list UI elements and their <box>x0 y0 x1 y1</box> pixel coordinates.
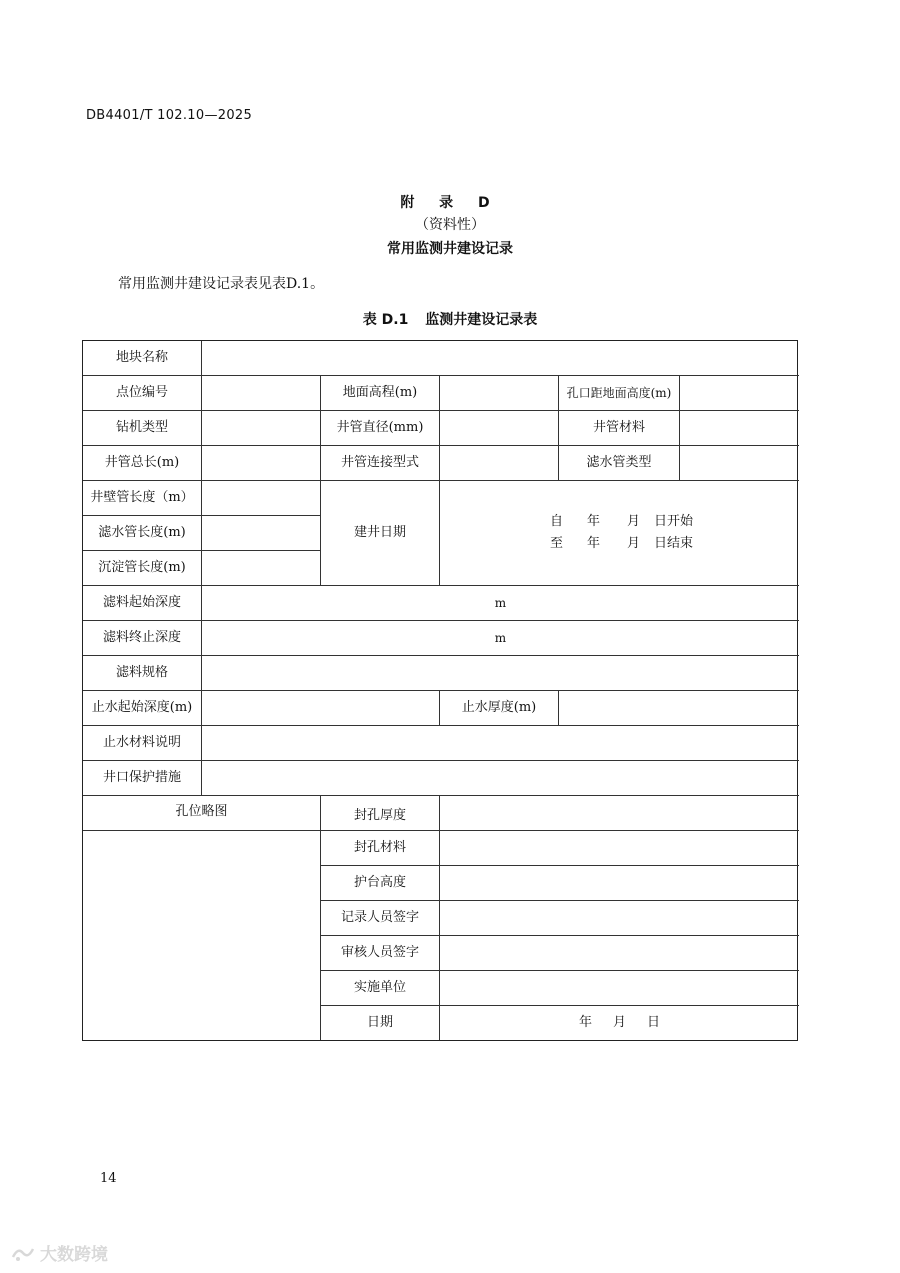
label-filter-pipe-type: 滤水管类型 <box>559 446 680 481</box>
date-from-month: 月 <box>626 514 640 530</box>
field-reviewer-sign[interactable] <box>440 936 799 971</box>
document-code: DB4401/T 102.10—2025 <box>86 108 253 123</box>
date-to-year: 年 <box>586 536 600 551</box>
date-day-label: 日 <box>646 1015 660 1031</box>
watermark-logo-icon <box>10 1243 36 1263</box>
date-end-line <box>543 536 697 552</box>
label-wall-pipe-length: 井壁管长度（m） <box>83 481 202 516</box>
field-filter-pipe-type[interactable] <box>680 446 799 481</box>
label-seal-material-desc: 止水材料说明 <box>83 726 202 761</box>
label-platform-height: 护台高度 <box>321 866 440 901</box>
label-pipe-diameter: 井管直径(mm) <box>321 411 440 446</box>
label-land-name: 地块名称 <box>83 341 202 376</box>
label-filter-start-depth: 滤料起始深度 <box>83 586 202 621</box>
field-wall-pipe-length[interactable] <box>202 481 321 516</box>
label-sediment-pipe-length: 沉淀管长度(m) <box>83 551 202 586</box>
label-recorder-sign: 记录人员签字 <box>321 901 440 936</box>
date-to-month: 月 <box>626 536 640 551</box>
field-seal-start-depth[interactable] <box>202 691 440 726</box>
field-unit[interactable] <box>440 971 799 1006</box>
label-plug-material: 封孔材料 <box>321 831 440 866</box>
field-ground-elevation[interactable] <box>440 376 559 411</box>
label-seal-thickness: 止水厚度(m) <box>440 691 559 726</box>
table-number: 表 D.1 <box>362 312 409 328</box>
label-hole-height: 孔口距地面高度(m) <box>559 376 680 411</box>
field-recorder-sign[interactable] <box>440 901 799 936</box>
label-plug-thickness: 封孔厚度 <box>321 796 440 831</box>
label-pipe-total-length: 井管总长(m) <box>83 446 202 481</box>
field-seal-thickness[interactable] <box>559 691 799 726</box>
date-month-label: 月 <box>612 1015 626 1031</box>
appendix-title: 附 录 D <box>400 195 500 211</box>
field-plug-material[interactable] <box>440 831 799 866</box>
watermark-text: 大数跨境 <box>40 1245 108 1265</box>
appendix-name: 常用监测井建设记录 <box>387 241 513 257</box>
date-year-label: 年 <box>578 1015 592 1031</box>
field-hole-height[interactable] <box>680 376 799 411</box>
label-ground-elevation: 地面高程(m) <box>321 376 440 411</box>
field-date[interactable] <box>440 1006 799 1040</box>
label-seal-start-depth: 止水起始深度(m) <box>83 691 202 726</box>
watermark <box>10 1240 108 1265</box>
field-wellhead-protection[interactable] <box>202 761 799 796</box>
field-pipe-total-length[interactable] <box>202 446 321 481</box>
field-filter-end-depth[interactable]: m <box>202 621 799 656</box>
date-start-line <box>543 514 697 530</box>
table-title <box>0 309 900 329</box>
intro-text: 常用监测井建设记录表见表D.1。 <box>118 276 325 292</box>
label-filter-end-depth: 滤料终止深度 <box>83 621 202 656</box>
label-wellhead-protection: 井口保护措施 <box>83 761 202 796</box>
label-pipe-material: 井管材料 <box>559 411 680 446</box>
field-point-code[interactable] <box>202 376 321 411</box>
field-pipe-diameter[interactable] <box>440 411 559 446</box>
label-pipe-connection: 井管连接型式 <box>321 446 440 481</box>
label-build-date: 建井日期 <box>321 481 440 586</box>
field-pipe-material[interactable] <box>680 411 799 446</box>
appendix-nature: （资料性） <box>415 217 485 233</box>
label-filter-pipe-length: 滤水管长度(m) <box>83 516 202 551</box>
date-to-day: 日结束 <box>653 536 693 551</box>
field-filter-start-depth[interactable]: m <box>202 586 799 621</box>
field-filter-spec[interactable] <box>202 656 799 691</box>
record-table <box>82 340 798 1041</box>
label-unit: 实施单位 <box>321 971 440 1006</box>
table-name: 监测井建设记录表 <box>425 312 538 328</box>
field-platform-height[interactable] <box>440 866 799 901</box>
date-from-day: 日开始 <box>653 514 693 530</box>
date-to-prefix: 至 <box>549 536 563 551</box>
label-date: 日期 <box>321 1006 440 1040</box>
label-drill-type: 钻机类型 <box>83 411 202 446</box>
field-land-name[interactable] <box>202 341 799 376</box>
date-from-prefix: 自 <box>549 514 563 530</box>
field-hole-sketch[interactable] <box>83 831 321 1040</box>
page-number: 14 <box>100 1171 117 1186</box>
field-build-date-range[interactable] <box>440 481 799 586</box>
label-reviewer-sign: 审核人员签字 <box>321 936 440 971</box>
field-sediment-pipe-length[interactable] <box>202 551 321 586</box>
field-filter-pipe-length[interactable] <box>202 516 321 551</box>
date-from-year: 年 <box>586 514 600 530</box>
field-seal-material-desc[interactable] <box>202 726 799 761</box>
field-plug-thickness[interactable] <box>440 796 799 831</box>
field-pipe-connection[interactable] <box>440 446 559 481</box>
label-hole-sketch: 孔位略图 <box>83 796 321 831</box>
label-point-code: 点位编号 <box>83 376 202 411</box>
label-filter-spec: 滤料规格 <box>83 656 202 691</box>
field-drill-type[interactable] <box>202 411 321 446</box>
